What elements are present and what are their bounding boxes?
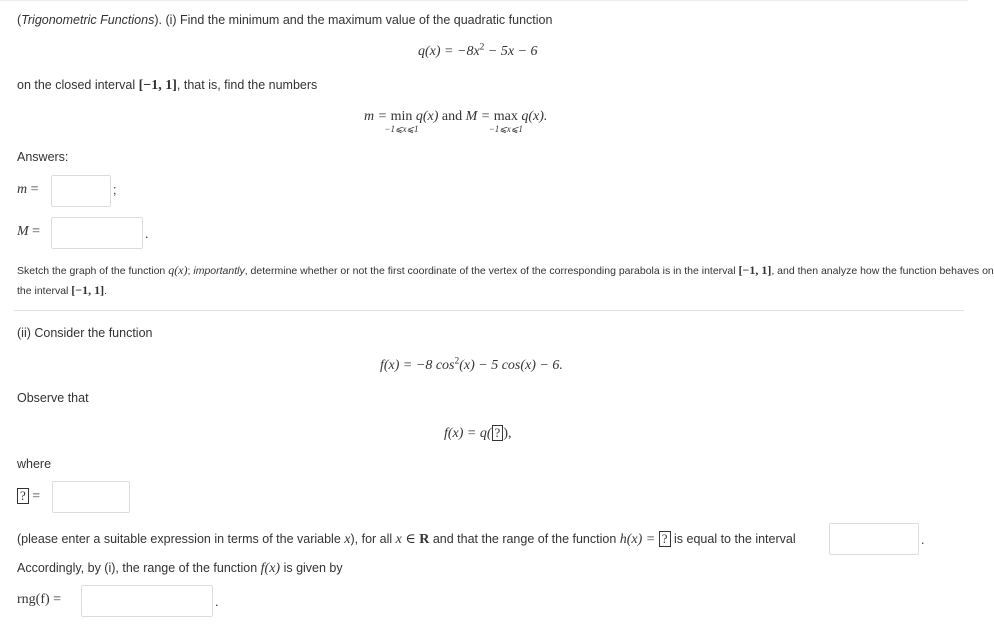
max-q-of-x: q(x). [521, 109, 548, 124]
hint-importantly: importantly [193, 265, 245, 277]
hint-e: the interval [17, 285, 72, 297]
f-definition [380, 358, 563, 374]
hint-interval-2: [−1, 1] [71, 283, 105, 297]
real-numbers: R [419, 532, 430, 547]
please-b: ), for all [350, 532, 396, 546]
f-exp: 2 [454, 356, 460, 367]
min-label: min [390, 109, 413, 124]
m-answer-input[interactable] [51, 175, 111, 207]
q-lhs: q(x) = [418, 44, 457, 59]
answers-label: Answers: [17, 150, 69, 164]
f-def: f(x) = −8 cos [380, 358, 455, 373]
top-divider [0, 0, 968, 1]
and-text: and [438, 109, 466, 124]
hint-line-2 [17, 283, 107, 298]
m-equals: = [30, 182, 39, 197]
min-q-of-x: q(x) [415, 109, 439, 124]
accordingly-line [17, 561, 343, 577]
where-text: where [17, 457, 52, 471]
M-equals: = [32, 224, 41, 239]
consider-text: (ii) Consider the function [17, 326, 153, 340]
please-line [17, 531, 796, 548]
rng-f-input[interactable] [81, 585, 213, 617]
f-eq-q-post: ), [503, 426, 512, 441]
hint-line-1 [17, 263, 994, 278]
hint-q: q(x) [168, 263, 188, 277]
q-rhs-exp: 2 [479, 42, 485, 53]
rng-end: . [215, 595, 219, 609]
m-separator: ; [113, 183, 117, 197]
x-in: x ∈ [395, 532, 420, 547]
hint-f: . [104, 285, 108, 297]
range-h-end: . [921, 533, 925, 547]
min-operator [384, 109, 419, 134]
substitution-input[interactable] [52, 481, 130, 513]
q-definition [418, 44, 538, 60]
accordingly-a: Accordingly, by (i), the range of the function [17, 561, 261, 575]
placeholder-answer-label [17, 488, 40, 505]
placeholder-equals: = [32, 489, 41, 504]
accordingly-b: is given by [280, 561, 343, 575]
M-end: . [145, 227, 149, 241]
hint-d: , and then analyze how the function behaves on [771, 265, 994, 277]
f-eq-q-pre: f(x) = q( [444, 426, 492, 441]
min-limit: −1⩽x⩽1 [384, 124, 419, 134]
min-max-definition [364, 109, 548, 134]
observe-text: Observe that [17, 391, 89, 405]
max-label: max [493, 109, 518, 124]
m-answer-label [17, 182, 39, 198]
placeholder-box-2: ? [17, 488, 29, 504]
M-answer-label [17, 224, 40, 240]
placeholder-box: ? [492, 425, 504, 441]
interval-text-after: , that is, find the numbers [176, 78, 318, 92]
please-c: and that the range of the function [429, 532, 620, 546]
interval-line [17, 78, 317, 94]
h-of-x: h(x) = [619, 532, 659, 547]
intro-topic: Trigonometric Functions [21, 13, 155, 27]
max-limit: −1⩽x⩽1 [488, 124, 523, 134]
please-d: is equal to the interval [670, 532, 796, 546]
rng-label: rng(f) = [17, 592, 62, 607]
M-var: M [17, 224, 29, 239]
m-eq: m = [364, 109, 391, 124]
placeholder-box-3: ? [659, 531, 671, 547]
hint-b: ; [187, 265, 194, 277]
please-a: (please enter a suitable expression in terms of the variable [17, 532, 345, 546]
hint-interval: [−1, 1] [738, 263, 772, 277]
f-eq-q [444, 425, 512, 442]
q-rhs-pre: −8x [457, 44, 480, 59]
q-rhs-post: − 5x − 6 [484, 44, 538, 59]
intro-line: (Trigonometric Functions). (i) Find the minimum and the maximum value of the quadratic function [17, 13, 553, 27]
interval-value: [−1, 1] [138, 78, 177, 93]
f-of-x: f(x) [260, 561, 281, 576]
f-def-post: (x) − 5 cos(x) − 6. [459, 358, 563, 373]
interval-text-before: on the closed interval [17, 78, 139, 92]
section-divider [14, 310, 964, 311]
range-h-input[interactable] [829, 523, 919, 555]
hint-a: Sketch the graph of the function [17, 265, 169, 277]
M-answer-input[interactable] [51, 217, 143, 249]
max-operator [488, 109, 523, 134]
intro-text: (i) Find the minimum and the maximum value of the quadratic function [165, 13, 553, 27]
m-var: m [17, 182, 28, 197]
var-x: x [344, 532, 351, 547]
M-eq: M = [465, 109, 494, 124]
hint-c: , determine whether or not the first coordinate of the vertex of the corresponding parabola is in the interval [244, 265, 739, 277]
